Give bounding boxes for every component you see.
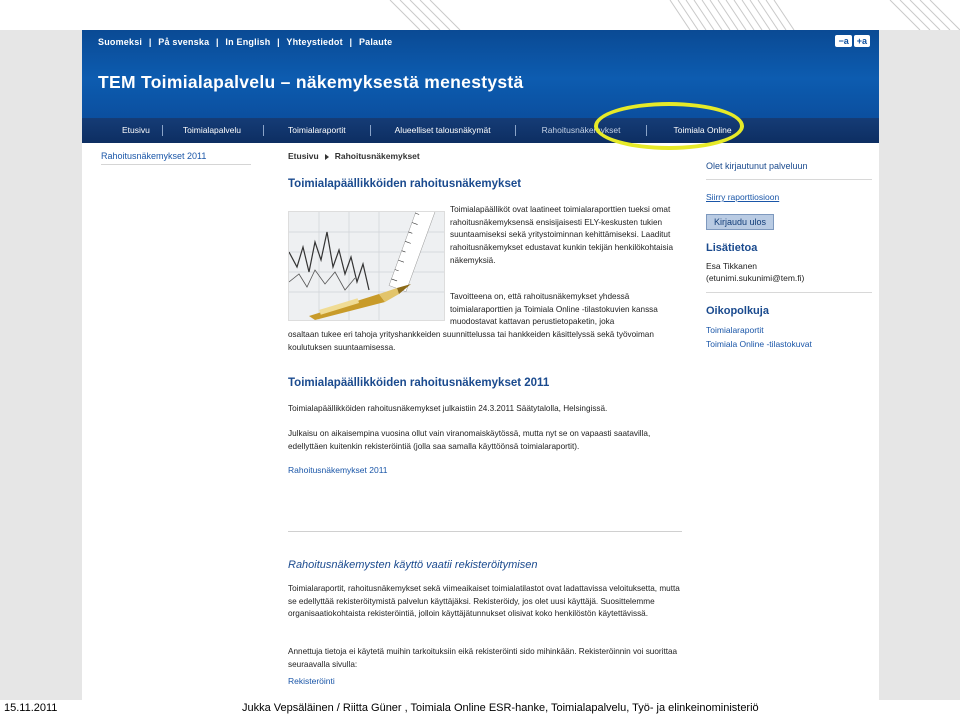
nav-rahoitusnakemykset[interactable]: Rahoitusnäkemykset [516, 125, 648, 136]
footer-date: 15.11.2011 [4, 702, 58, 714]
shortcut-toimiala-online-link[interactable]: Toimiala Online -tilastokuvat [706, 339, 812, 349]
contact-link[interactable]: Yhteystiedot [286, 37, 343, 47]
contact-info [706, 260, 872, 284]
breadcrumb-home[interactable]: Etusivu [288, 151, 319, 161]
site-header [82, 30, 879, 118]
breadcrumb-current: Rahoitusnäkemykset [334, 151, 420, 161]
goal-paragraph [288, 291, 682, 355]
stripes-graphic [370, 0, 960, 30]
contact-email: (etunimi.sukunimi@tem.fi) [706, 273, 805, 283]
left-sidebar-link[interactable]: Rahoitusnäkemykset 2011 [101, 151, 251, 165]
nav-home[interactable]: Etusivu [82, 125, 163, 136]
login-status: Olet kirjautunut palveluun [706, 161, 808, 171]
font-size-controls [835, 35, 870, 47]
separator: | [349, 37, 353, 47]
shortcut-toimialaraportit-link[interactable]: Toimialaraportit [706, 325, 764, 335]
main-content [288, 151, 682, 686]
separator: | [148, 37, 152, 47]
nav-alueelliset[interactable]: Alueelliset talousnäkymät [371, 125, 516, 136]
language-bar [98, 37, 396, 47]
webpage [82, 30, 879, 700]
site-title[interactable]: TEM Toimialapalvelu – näkemyksestä menestystä [98, 72, 524, 92]
lang-finnish-link[interactable]: Suomeksi [98, 37, 143, 47]
registration-link[interactable]: Rekisteröinti [288, 676, 335, 686]
slide-footer [0, 700, 960, 717]
nav-toimialapalvelu[interactable]: Toimialapalvelu [163, 125, 264, 136]
separator: | [216, 37, 219, 47]
font-smaller-button[interactable]: −a [835, 35, 851, 47]
separator: | [277, 37, 280, 47]
section-heading-2011: Toimialapäällikköiden rahoitusnäkemykset 2011 [288, 377, 550, 389]
breadcrumb-arrow-icon [325, 154, 329, 160]
publication-paragraph: Toimialapäällikköiden rahoitusnäkemykset julkaistiin 24.3.2011 Säätytalolla, Helsingissä. [288, 404, 608, 413]
breadcrumb [288, 151, 682, 161]
registration-paragraph: Toimialaraportit, rahoitusnäkemykset sekä viimeaikaiset toimialatilastot ovat ladattavissa veloituksetta, mutta se edellyttää rekisteröitymistä palvelun käyttäjäksi. Rekisteröidy, jos olet uusi käyttäjä. Suosittelemme organisaatiokohtaista rekisteröintiä, jolloin käyttäjätunnukset olisivat koko henkilöstön käytettävissä. [288, 584, 680, 619]
logout-button[interactable]: Kirjaudu ulos [706, 214, 774, 230]
right-sidebar [706, 151, 872, 349]
decorative-stripes [370, 0, 960, 30]
lang-english-link[interactable]: In English [225, 37, 271, 47]
rahoitusnakemykset-2011-link[interactable]: Rahoitusnäkemykset 2011 [288, 465, 388, 475]
registration-heading: Rahoitusnäkemysten käyttö vaatii rekisteröitymisen [288, 559, 538, 571]
highlight-circle [594, 102, 744, 150]
goal-paragraph-start: Tavoitteena on, että rahoitusnäkemykset yhdessä toimialaraporttien ja Toimiala Online -tilastokuvien kanssa muodostavat kattavan perustietopaketin, joka [450, 292, 658, 327]
feedback-link[interactable]: Palaute [358, 37, 393, 47]
report-section-link[interactable]: Siirry raporttiosioon [706, 192, 780, 202]
lang-swedish-link[interactable]: På svenska [158, 37, 210, 47]
nav-toimialaraportit[interactable]: Toimialaraportit [264, 125, 371, 136]
contact-name: Esa Tikkanen [706, 261, 758, 271]
shortcuts-heading: Oikopolkuja [706, 305, 769, 317]
page-title: Toimialapäällikköiden rahoitusnäkemykset [288, 178, 522, 190]
goal-paragraph-end: osaltaan tukee eri tahoja yrityshankkeiden suunnittelussa tai hankkeiden käsittelyssä sekä työvoiman koulutuksen suuntaamisessa. [288, 330, 654, 352]
info-heading: Lisätietoa [706, 242, 758, 254]
intro-paragraph: Toimialapäälliköt ovat laatineet toimialaraporttien tueksi omat rahoitusnäkemyksensä ensisijaisesti ELY-keskusten tukien suuntaamiseksi sekä yritystoiminnan kehittämiseksi. Laaditut rahoitusnäkemykset edustavat kunkin tekijän henkilökohtaisia näkemyksiä. [450, 205, 674, 265]
footer-credits: Jukka Vepsäläinen / Riitta Güner , Toimiala Online ESR-hanke, Toimialapalvelu, Työ- ja elinkeinoministeriö [242, 702, 759, 714]
divider [706, 292, 872, 293]
nav-toimiala-online[interactable]: Toimiala Online [673, 125, 732, 135]
font-larger-button[interactable]: +a [854, 35, 870, 47]
main-navigation [82, 118, 879, 143]
privacy-paragraph: Annettuja tietoja ei käytetä muihin tarkoituksiin eikä rekisteröinti sido mihinkään. Rekisteröinnin voi suorittaa seuraavalla sivulla: [288, 647, 678, 669]
availability-paragraph: Julkaisu on aikaisempina vuosina ollut vain viranomaiskäytössä, mutta nyt se on vapaasti saatavilla, edellyttäen kuitenkin rekisteröintiä (jolla saa samalla käyttöönsä toimialaraportit). [288, 429, 651, 451]
divider [288, 531, 682, 532]
divider [706, 179, 872, 180]
